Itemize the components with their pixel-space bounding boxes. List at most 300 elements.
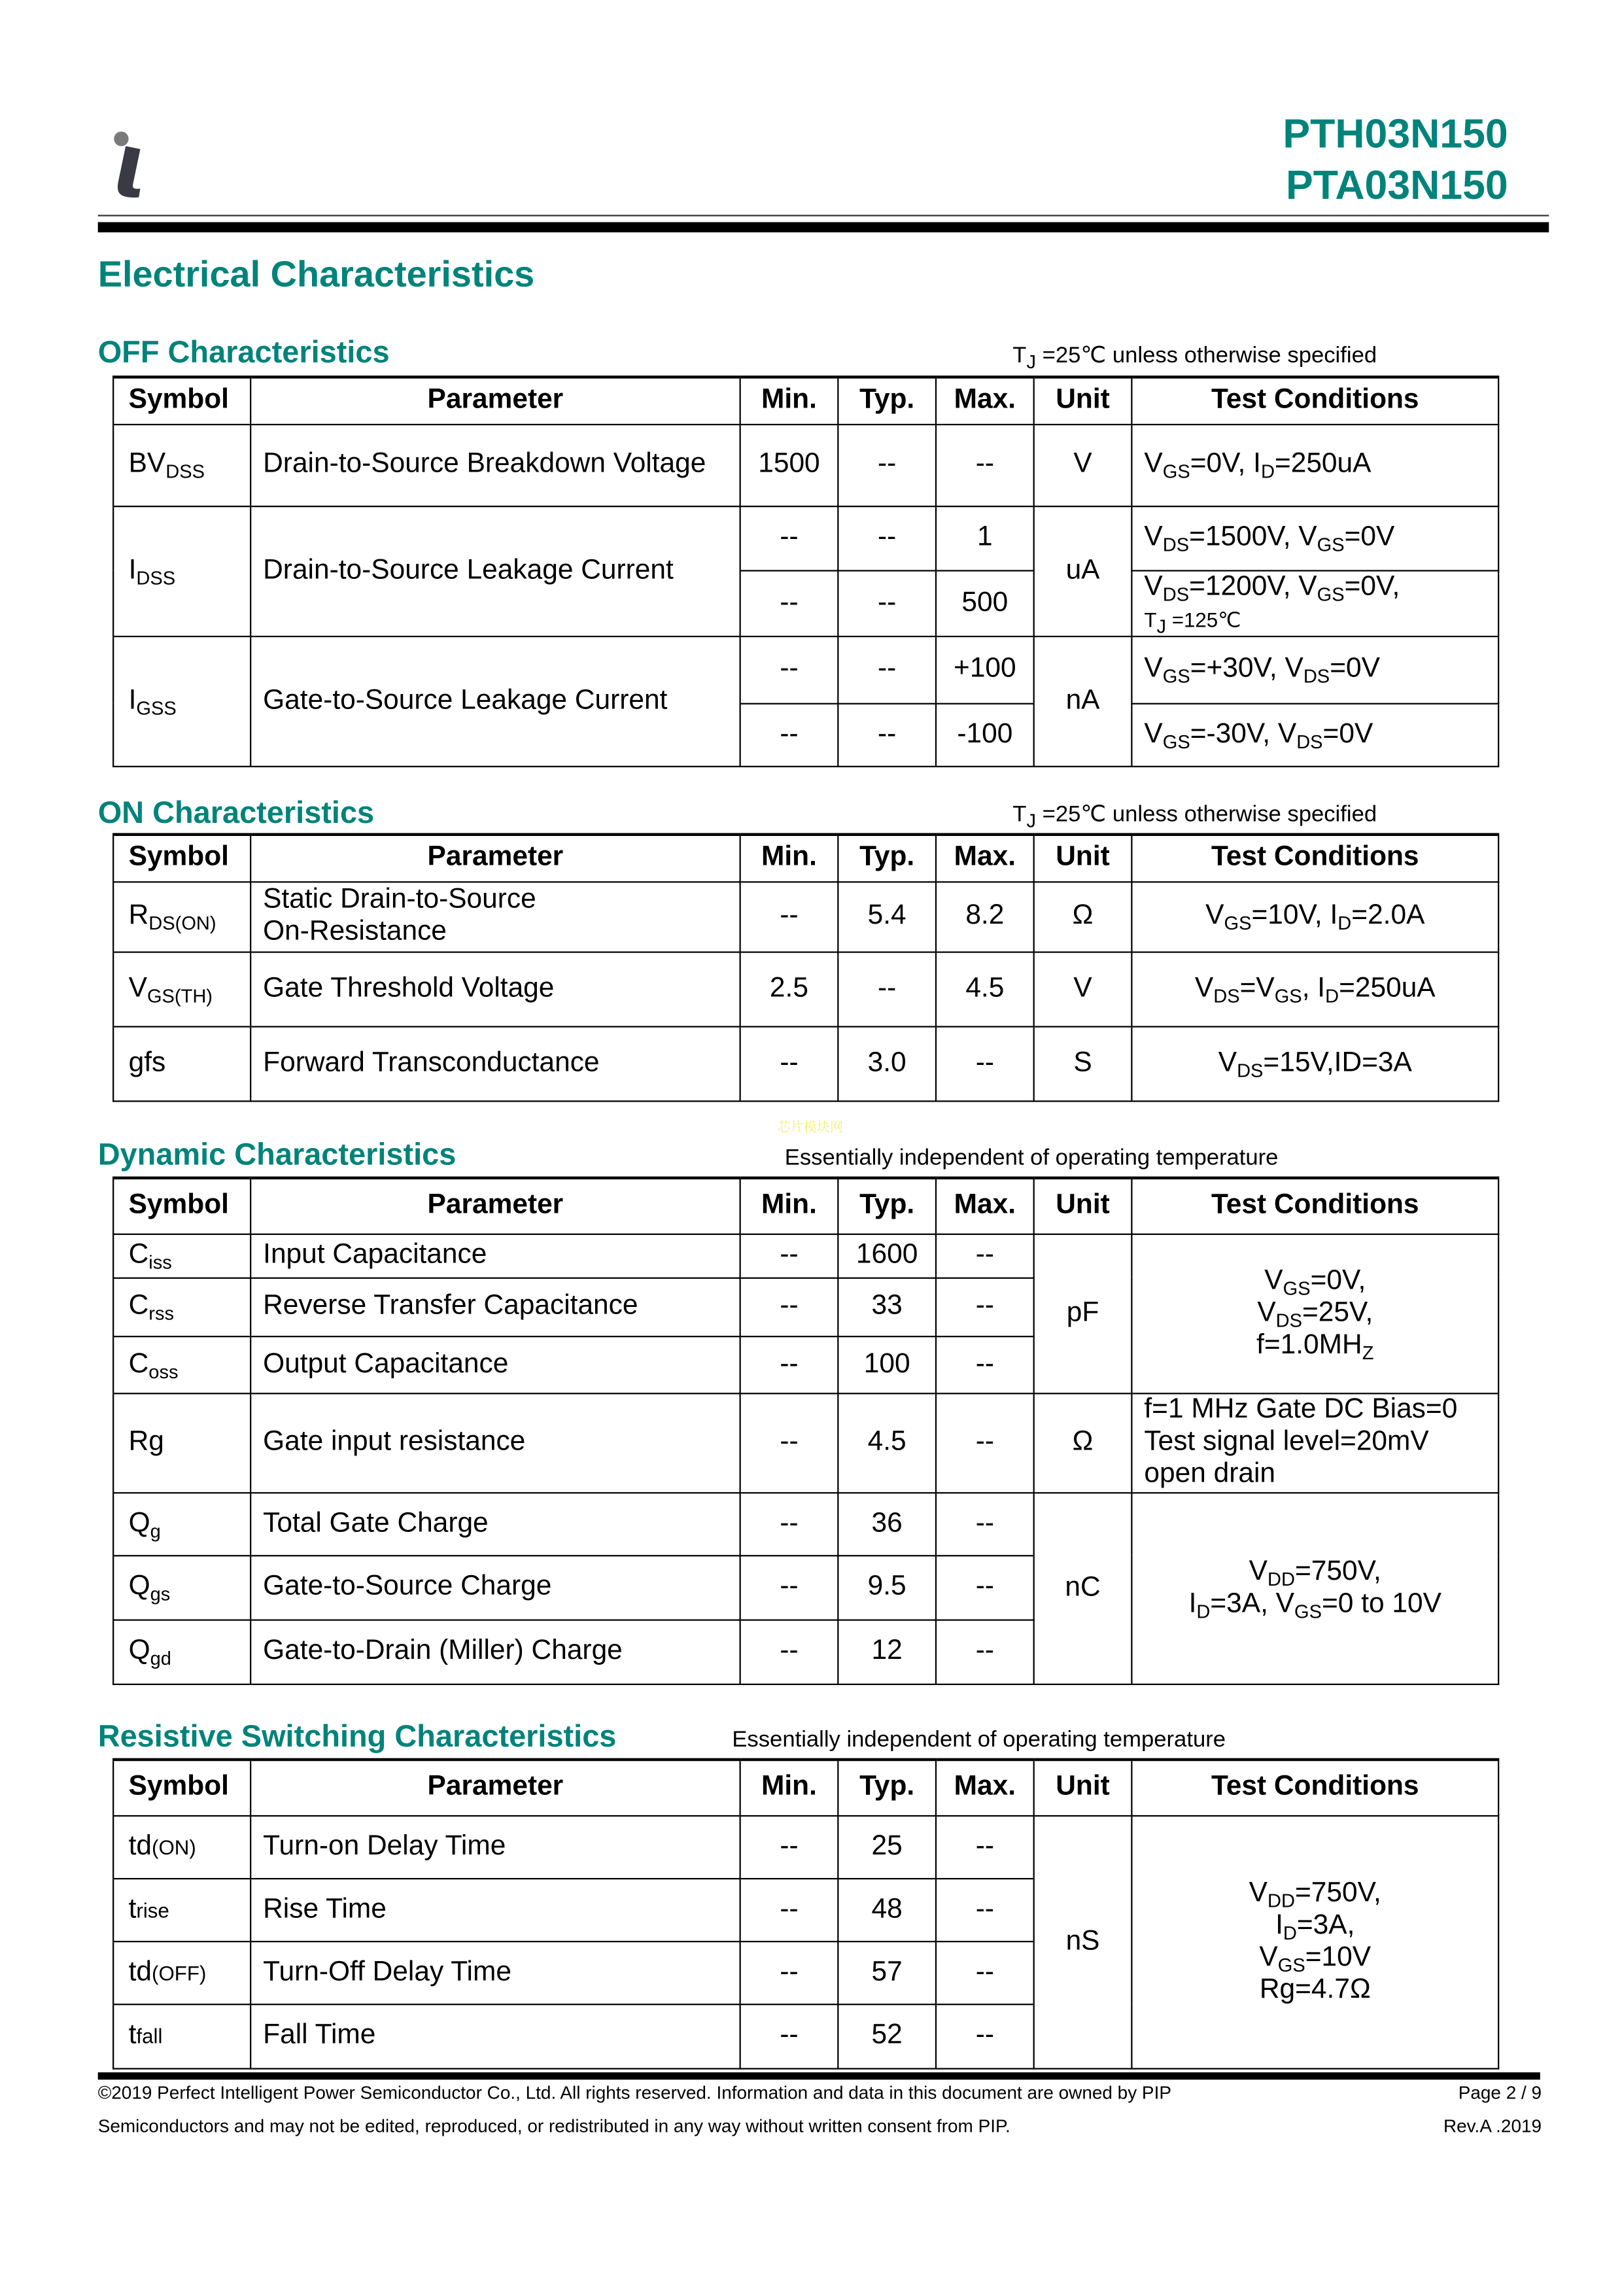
parameter-line: Forward Transconductance [263, 1047, 600, 1078]
cell-min: -- [740, 1941, 838, 2004]
text-segment: =0V [1330, 653, 1380, 684]
cell-cond [1131, 881, 1498, 951]
condition-line [1144, 1459, 1486, 1491]
column-header-unit: Unit [1034, 1178, 1132, 1234]
text-segment: BV [128, 448, 166, 479]
parameter-line: Turn-Off Delay Time [263, 1956, 511, 1987]
small-text: T [1144, 607, 1157, 631]
small-text: fall [136, 2024, 163, 2048]
text-segment: V [1259, 1941, 1278, 1973]
parameter-line: Gate-to-Source Charge [263, 1571, 552, 1602]
parameter-line: Reverse Transfer Capacitance [263, 1290, 638, 1321]
cell-typ: 5.4 [838, 881, 936, 951]
cell-parameter [250, 1336, 740, 1393]
text-segment: V [1144, 718, 1163, 750]
text-segment: Rg [128, 1426, 164, 1457]
column-header-symbol: Symbol [113, 1760, 250, 1815]
parameter-line: Gate-to-Drain (Miller) Charge [263, 1635, 623, 1666]
subscript: DS [1213, 984, 1240, 1007]
cell-symbol [113, 1555, 250, 1619]
revision: Rev.A .2019 [1443, 2116, 1542, 2137]
on-section-title: ON Characteristics [97, 796, 375, 831]
text-segment: =1200V, V [1189, 570, 1317, 602]
page-title: Electrical Characteristics [97, 254, 535, 296]
text-segment: Essentially independent of operating temperature [732, 1727, 1226, 1752]
text-segment: V [1194, 972, 1214, 1003]
switching-section-title: Resistive Switching Characteristics [97, 1720, 617, 1754]
cell-max: -- [936, 1026, 1034, 1100]
cell-parameter [250, 1619, 740, 1683]
text-segment: Q [128, 1635, 150, 1666]
cell-parameter [250, 881, 740, 951]
cell-min: -- [740, 1026, 838, 1100]
subscript: rss [148, 1302, 175, 1325]
text-segment: Q [128, 1507, 150, 1539]
text-segment: I [1188, 1588, 1197, 1619]
text-segment: R [128, 900, 149, 931]
off-section-title: OFF Characteristics [97, 336, 390, 370]
cell-cond [1131, 1492, 1498, 1684]
parameter-line: Static Drain-to-Source [263, 884, 536, 915]
cell-min: 1500 [740, 424, 838, 506]
condition-line [1144, 1588, 1486, 1620]
cell-unit: S [1034, 1026, 1132, 1100]
subscript: DS [1162, 533, 1190, 555]
cell-unit: Ω [1034, 1393, 1132, 1492]
cell-symbol [113, 1336, 250, 1393]
subscript: GS(TH) [147, 984, 213, 1007]
text-segment: =10V [1305, 1941, 1372, 1973]
subscript: DS [1275, 1308, 1303, 1331]
header-row [113, 377, 1498, 423]
parameter-line: Gate-to-Source Leakage Current [263, 684, 668, 716]
subscript: DS [1303, 665, 1330, 687]
subscript: DS [1296, 729, 1323, 752]
cell-unit: pF [1034, 1234, 1132, 1393]
cell-symbol [113, 881, 250, 951]
cell-parameter [250, 636, 740, 766]
parameter-line: Total Gate Charge [263, 1507, 489, 1539]
subscript: g [150, 1519, 161, 1541]
column-header-unit: Unit [1034, 377, 1132, 423]
subscript: DS(ON) [148, 912, 216, 934]
parameter-line: Gate Threshold Voltage [263, 972, 555, 1003]
column-header-parameter: Parameter [250, 1178, 740, 1234]
cell-symbol [113, 1815, 250, 1878]
column-header-min: Min. [740, 377, 838, 423]
text-segment: C [128, 1348, 149, 1379]
cell-min: -- [740, 1619, 838, 1683]
company-logo [108, 129, 154, 199]
cell-typ: 57 [838, 1941, 936, 2004]
parameter-line: Drain-to-Source Breakdown Voltage [263, 448, 706, 479]
text-segment: td [128, 1956, 152, 1987]
cell-typ: 4.5 [838, 1393, 936, 1492]
cell-min: -- [740, 1278, 838, 1336]
cell-max: -- [936, 424, 1034, 506]
condition-line [1144, 1941, 1486, 1974]
cell-min: -- [740, 1878, 838, 1941]
cell-typ: -- [838, 951, 936, 1026]
cell-symbol [113, 1492, 250, 1555]
condition-line [1144, 603, 1486, 635]
column-header-max: Max. [936, 835, 1034, 881]
subscript: D [1325, 984, 1339, 1007]
cell-max: -100 [936, 703, 1034, 766]
cell-min: -- [740, 881, 838, 951]
condition-line [1144, 1877, 1486, 1909]
cell-max: -- [936, 1815, 1034, 1878]
table-row [113, 424, 1498, 506]
cell-cond [1131, 636, 1498, 703]
column-header-max: Max. [936, 377, 1034, 423]
text-segment: =10V, I [1251, 900, 1338, 931]
column-header-max: Max. [936, 1178, 1034, 1234]
header-row [113, 835, 1498, 881]
text-segment: I [128, 684, 137, 716]
dynamic-section-note [785, 1146, 1279, 1172]
header-divider-thick [98, 222, 1549, 233]
footer-copyright-line2: Semiconductors and may not be edited, reproduced, or redistributed in any way without written consent from PIP. [97, 2116, 1010, 2137]
text-segment: =250uA [1339, 972, 1436, 1003]
text-segment: =0V [1344, 521, 1395, 553]
subscript: gd [150, 1646, 171, 1669]
column-header-parameter: Parameter [250, 835, 740, 881]
cell-max: +100 [936, 636, 1034, 703]
cell-min: -- [740, 1234, 838, 1278]
table-row [113, 1393, 1498, 1492]
subscript: J [1026, 351, 1036, 373]
cell-symbol [113, 951, 250, 1026]
column-header-min: Min. [740, 835, 838, 881]
condition-line [1144, 1297, 1486, 1329]
text-segment: V [1257, 1296, 1276, 1328]
cell-typ: -- [838, 570, 936, 636]
column-header-min: Min. [740, 1760, 838, 1815]
parameter-line: Turn-on Delay Time [263, 1830, 506, 1862]
subscript: DD [1268, 1567, 1295, 1590]
dynamic-characteristics-table [112, 1177, 1499, 1684]
cell-typ: 25 [838, 1815, 936, 1878]
text-segment: =0V, I [1190, 448, 1261, 479]
table-row [113, 506, 1498, 570]
column-header-parameter: Parameter [250, 1760, 740, 1815]
text-segment: V [1249, 1877, 1268, 1908]
condition-line [1144, 718, 1486, 750]
subscript: D [1196, 1599, 1211, 1622]
cell-min: -- [740, 1492, 838, 1555]
subscript: D [1337, 912, 1352, 934]
cell-parameter [250, 1278, 740, 1336]
text-segment: =750V, [1294, 1556, 1381, 1587]
table-row [113, 881, 1498, 951]
cell-min: 2.5 [740, 951, 838, 1026]
subscript: GS [1274, 984, 1302, 1007]
text-segment: V [128, 972, 147, 1003]
header-row [113, 1760, 1498, 1815]
subscript: iss [148, 1251, 172, 1273]
text-segment: =+30V, V [1190, 653, 1303, 684]
cell-max: 8.2 [936, 881, 1034, 951]
parameter-line: Gate input resistance [263, 1426, 526, 1457]
subscript: gs [150, 1582, 171, 1605]
cell-unit: V [1034, 951, 1132, 1026]
condition-line [1144, 1329, 1486, 1361]
cell-max: -- [936, 1278, 1034, 1336]
cell-cond [1131, 1393, 1498, 1492]
condition-line [1144, 1427, 1486, 1459]
cell-max: -- [936, 1555, 1034, 1619]
column-header-typ: Typ. [838, 835, 936, 881]
cell-symbol [113, 1393, 250, 1492]
subscript: GS [1283, 1276, 1311, 1299]
cell-max: -- [936, 1393, 1034, 1492]
text-segment: Test signal level=20mV [1144, 1426, 1429, 1457]
off-section-note [1012, 343, 1377, 373]
condition-line [1144, 1047, 1486, 1079]
text-segment: =2.0A [1351, 900, 1425, 931]
text-segment: V [1144, 448, 1163, 479]
subscript: GS [1317, 533, 1345, 555]
cell-unit: uA [1034, 506, 1132, 636]
small-text: (OFF) [152, 1960, 207, 1984]
subscript: J [1026, 809, 1036, 832]
small-text: =125℃ [1166, 607, 1241, 631]
condition-line [1144, 449, 1486, 481]
cell-typ: 9.5 [838, 1555, 936, 1619]
text-segment: gfs [128, 1047, 166, 1078]
cell-symbol [113, 636, 250, 766]
table-row [113, 636, 1498, 703]
part-number-2: PTA03N150 [1286, 162, 1508, 208]
text-segment: V [1144, 570, 1163, 602]
cell-min: -- [740, 703, 838, 766]
cell-typ: 52 [838, 2004, 936, 2068]
cell-parameter [250, 1555, 740, 1619]
header-row [113, 1178, 1498, 1234]
cell-parameter [250, 1941, 740, 2004]
condition-line [1144, 1394, 1486, 1426]
text-segment: V [1205, 900, 1224, 931]
cell-max: -- [936, 1878, 1034, 1941]
cell-parameter [250, 1026, 740, 1100]
parameter-line: Drain-to-Source Leakage Current [263, 554, 674, 585]
part-number-1: PTH03N150 [1283, 111, 1508, 157]
cell-typ: -- [838, 424, 936, 506]
subscript: DS [1162, 582, 1190, 604]
text-segment: T [1012, 343, 1027, 369]
off-characteristics-table [112, 375, 1499, 767]
table-row [113, 1026, 1498, 1100]
subscript: GSS [136, 696, 177, 719]
cell-max: 500 [936, 570, 1034, 636]
cell-min: -- [740, 1336, 838, 1393]
column-header-typ: Typ. [838, 1760, 936, 1815]
text-segment: V [1144, 653, 1163, 684]
cell-typ: -- [838, 703, 936, 766]
column-header-max: Max. [936, 1760, 1034, 1815]
table-row [113, 1492, 1498, 1555]
subscript: Z [1362, 1340, 1374, 1363]
cell-symbol [113, 1619, 250, 1683]
text-segment: =3A, [1296, 1909, 1355, 1940]
condition-line [1144, 1265, 1486, 1297]
cell-symbol [113, 424, 250, 506]
cell-min: -- [740, 570, 838, 636]
table-row [113, 951, 1498, 1026]
table-row [113, 1234, 1498, 1278]
cell-typ: 36 [838, 1492, 936, 1555]
cell-symbol [113, 1278, 250, 1336]
condition-line [1144, 973, 1486, 1005]
cell-unit: nA [1034, 636, 1132, 766]
condition-line [1144, 1909, 1486, 1941]
cell-typ: -- [838, 636, 936, 703]
subscript: GS [1294, 1599, 1322, 1622]
cell-min: -- [740, 636, 838, 703]
cell-symbol [113, 1941, 250, 2004]
cell-cond [1131, 424, 1498, 506]
column-header-typ: Typ. [838, 1178, 936, 1234]
column-header-cond: Test Conditions [1131, 835, 1498, 881]
column-header-typ: Typ. [838, 377, 936, 423]
cell-parameter [250, 506, 740, 636]
cell-min: -- [740, 2004, 838, 2068]
cell-parameter [250, 1234, 740, 1278]
cell-cond [1131, 951, 1498, 1026]
text-segment: =V [1239, 972, 1275, 1003]
subscript: D [1283, 1921, 1297, 1943]
text-segment: t [128, 1893, 137, 1924]
cell-cond [1131, 506, 1498, 570]
condition-line [1144, 570, 1486, 602]
cell-min: -- [740, 1555, 838, 1619]
text-segment: C [128, 1290, 149, 1321]
cell-symbol [113, 1026, 250, 1100]
text-segment: , I [1302, 972, 1326, 1003]
text-segment: =0V, [1310, 1264, 1366, 1296]
cell-cond [1131, 1234, 1498, 1393]
small-text: (ON) [152, 1835, 196, 1858]
condition-line [1144, 1974, 1486, 2006]
text-segment: =-30V, V [1190, 718, 1297, 750]
cell-max: -- [936, 1234, 1034, 1278]
parameter-line: Output Capacitance [263, 1348, 509, 1379]
cell-cond [1131, 1815, 1498, 2068]
page-number: Page 2 / 9 [1458, 2082, 1542, 2104]
text-segment: =0 to 10V [1322, 1588, 1441, 1619]
cell-max: 1 [936, 506, 1034, 570]
subscript: GS [1224, 912, 1252, 934]
cell-max: 4.5 [936, 951, 1034, 1026]
cell-min: -- [740, 1393, 838, 1492]
text-segment: T [1012, 802, 1027, 827]
cell-parameter [250, 1878, 740, 1941]
subscript: DSS [136, 566, 176, 589]
subscript: DSS [165, 460, 205, 483]
subscript: GS [1162, 460, 1190, 483]
cell-parameter [250, 1815, 740, 1878]
subscript: J [1156, 614, 1167, 636]
cell-cond [1131, 570, 1498, 636]
column-header-cond: Test Conditions [1131, 1178, 1498, 1234]
text-segment: t [128, 2019, 137, 2051]
cell-max: -- [936, 1619, 1034, 1683]
parameter-line: On-Resistance [263, 916, 447, 947]
cell-typ: -- [838, 506, 936, 570]
cell-cond [1131, 703, 1498, 766]
column-header-unit: Unit [1034, 1760, 1132, 1815]
cell-symbol [113, 2004, 250, 2068]
subscript: GS [1162, 665, 1190, 687]
cell-max: -- [936, 2004, 1034, 2068]
cell-typ: 33 [838, 1278, 936, 1336]
cell-cond [1131, 1026, 1498, 1100]
text-segment: =1500V, V [1189, 521, 1317, 553]
cell-parameter [250, 951, 740, 1026]
cell-unit: V [1034, 424, 1132, 506]
cell-max: -- [936, 1492, 1034, 1555]
text-segment: f=1 MHz Gate DC Bias=0 [1144, 1394, 1458, 1425]
subscript: DS [1237, 1058, 1264, 1081]
text-segment: td [128, 1830, 152, 1862]
header-divider-thin [98, 215, 1549, 216]
text-segment: I [1275, 1909, 1283, 1940]
text-segment: =0V, [1344, 570, 1400, 602]
text-segment: =15V,ID=3A [1263, 1047, 1412, 1078]
column-header-symbol: Symbol [113, 377, 250, 423]
condition-line [1144, 900, 1486, 932]
text-segment: C [128, 1239, 149, 1270]
text-segment: Q [128, 1571, 150, 1602]
column-header-parameter: Parameter [250, 377, 740, 423]
table-row [113, 1815, 1498, 1878]
switching-section-note [732, 1728, 1226, 1754]
parameter-line: Input Capacitance [263, 1239, 487, 1270]
cell-unit: nS [1034, 1815, 1132, 2068]
text-segment: =3A, V [1210, 1588, 1295, 1619]
cell-parameter [250, 1393, 740, 1492]
cell-symbol [113, 1234, 250, 1278]
subscript: GS [1277, 1953, 1305, 1975]
subscript: DD [1268, 1888, 1295, 1911]
cell-min: -- [740, 506, 838, 570]
text-segment: =25℃ unless otherwise specified [1035, 802, 1377, 827]
switching-characteristics-table [112, 1758, 1499, 2069]
condition-line [1144, 653, 1486, 686]
cell-typ: 48 [838, 1878, 936, 1941]
cell-unit: Ω [1034, 881, 1132, 951]
on-characteristics-table [112, 833, 1499, 1101]
column-header-cond: Test Conditions [1131, 1760, 1498, 1815]
cell-symbol [113, 506, 250, 636]
cell-max: -- [936, 1941, 1034, 2004]
subscript: oss [148, 1359, 179, 1382]
text-segment: =25℃ unless otherwise specified [1035, 343, 1377, 369]
column-header-symbol: Symbol [113, 1178, 250, 1234]
text-segment: f=1.0MH [1256, 1329, 1362, 1360]
text-segment: Rg=4.7Ω [1259, 1974, 1371, 2005]
cell-typ: 12 [838, 1619, 936, 1683]
text-segment: open drain [1144, 1458, 1276, 1489]
cell-typ: 100 [838, 1336, 936, 1393]
text-segment: V [1218, 1047, 1237, 1078]
cell-max: -- [936, 1336, 1034, 1393]
column-header-cond: Test Conditions [1131, 377, 1498, 423]
text-segment: V [1264, 1264, 1283, 1296]
cell-symbol [113, 1878, 250, 1941]
text-segment: V [1144, 521, 1163, 553]
